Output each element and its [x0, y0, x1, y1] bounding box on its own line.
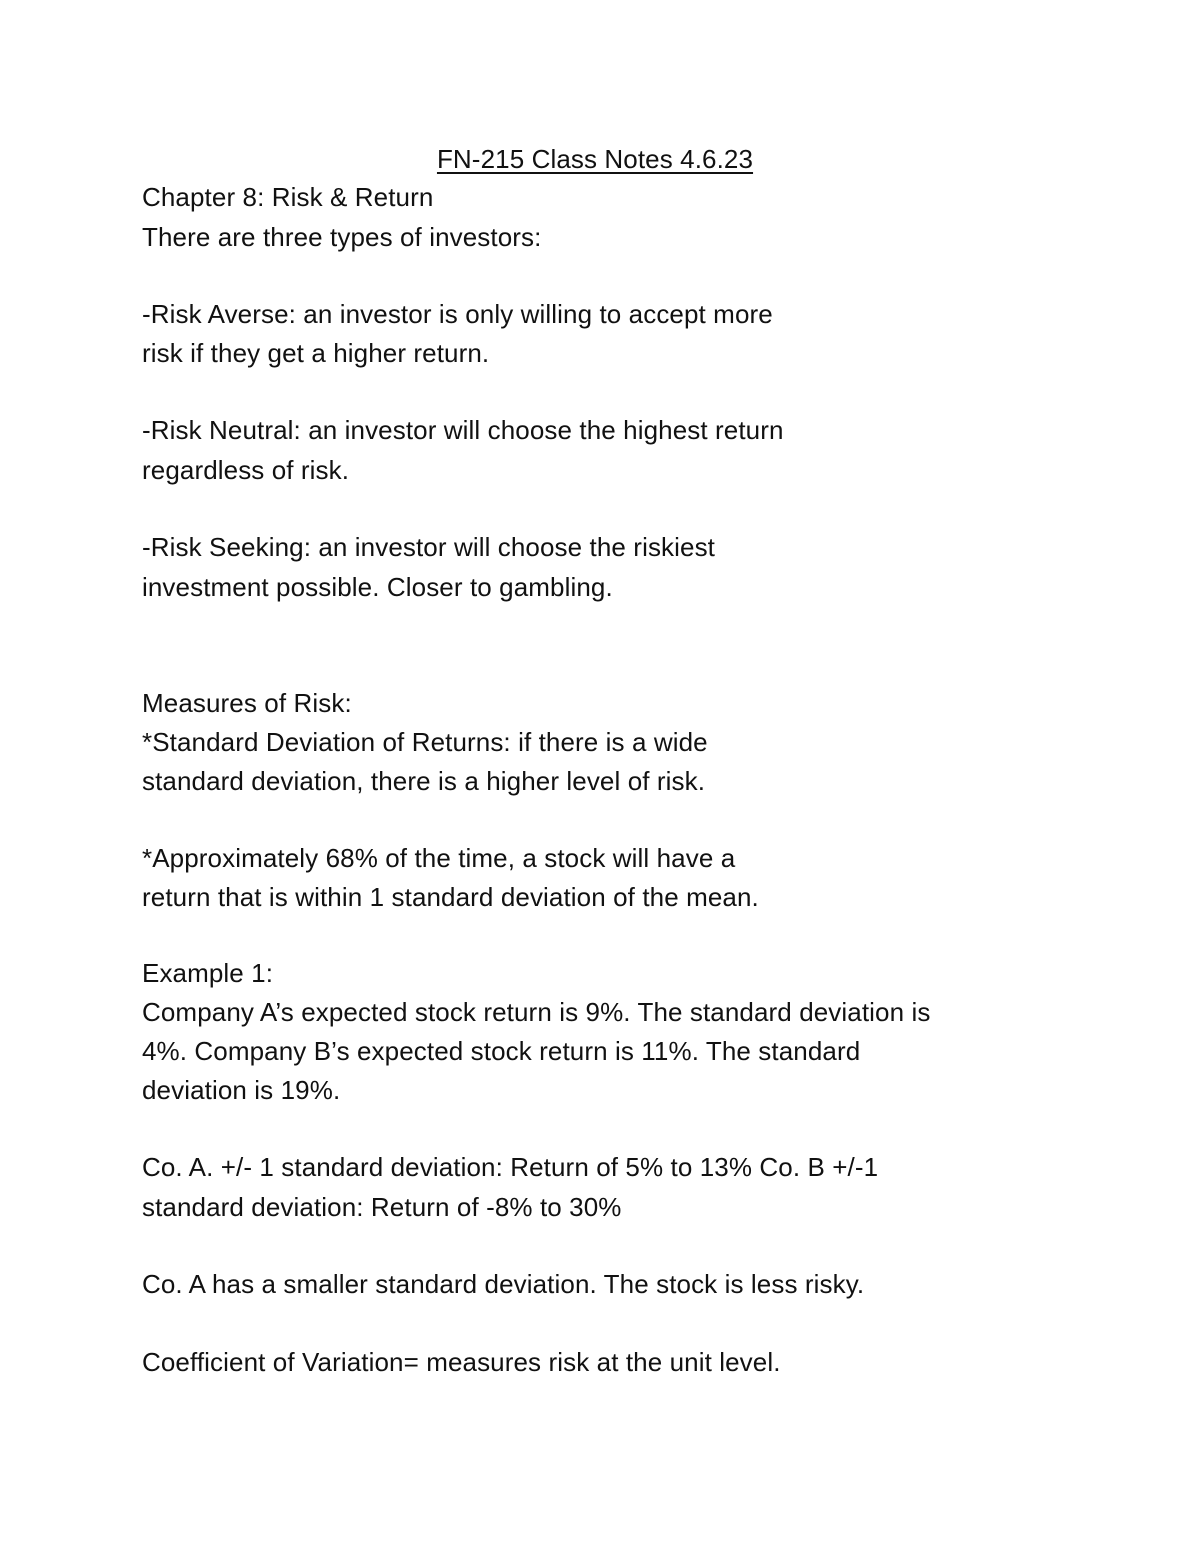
text-line: Co. A has a smaller standard deviation. The stock is less risky.	[142, 1269, 865, 1299]
text-line: standard deviation, there is a higher level of risk.	[142, 766, 706, 796]
text-line: -Risk Averse: an investor is only willing to accept more	[142, 299, 773, 329]
text-line: investment possible. Closer to gambling.	[142, 572, 613, 602]
text-line: -Risk Seeking: an investor will choose the riskiest	[142, 532, 715, 562]
text-line: regardless of risk.	[142, 455, 350, 485]
text-line: Company A’s expected stock return is 9%. The standard deviation is	[142, 997, 931, 1027]
text-line: -Risk Neutral: an investor will choose the highest return	[142, 415, 784, 445]
text-line: return that is within 1 standard deviation of the mean.	[142, 882, 759, 912]
text-line: deviation is 19%.	[142, 1075, 341, 1105]
text-line: There are three types of investors:	[142, 222, 542, 252]
text-line: *Approximately 68% of the time, a stock will have a	[142, 843, 736, 873]
text-line: *Standard Deviation of Returns: if there is a wide	[142, 727, 708, 757]
text-line: 4%. Company B’s expected stock return is 11%. The standard	[142, 1036, 861, 1066]
text-line: risk if they get a higher return.	[142, 338, 490, 368]
text-line: Coefficient of Variation= measures risk at the unit level.	[142, 1347, 781, 1377]
text-line: Co. A. +/- 1 standard deviation: Return of 5% to 13% Co. B +/-1	[142, 1152, 879, 1182]
example-heading: Example 1:	[142, 958, 274, 988]
document-title-text: FN-215 Class Notes 4.6.23	[436, 144, 754, 174]
section-heading: Measures of Risk:	[142, 688, 352, 718]
text-line: standard deviation: Return of -8% to 30%	[142, 1192, 622, 1222]
document-title	[0, 144, 1200, 174]
chapter-heading: Chapter 8: Risk & Return	[142, 182, 434, 212]
